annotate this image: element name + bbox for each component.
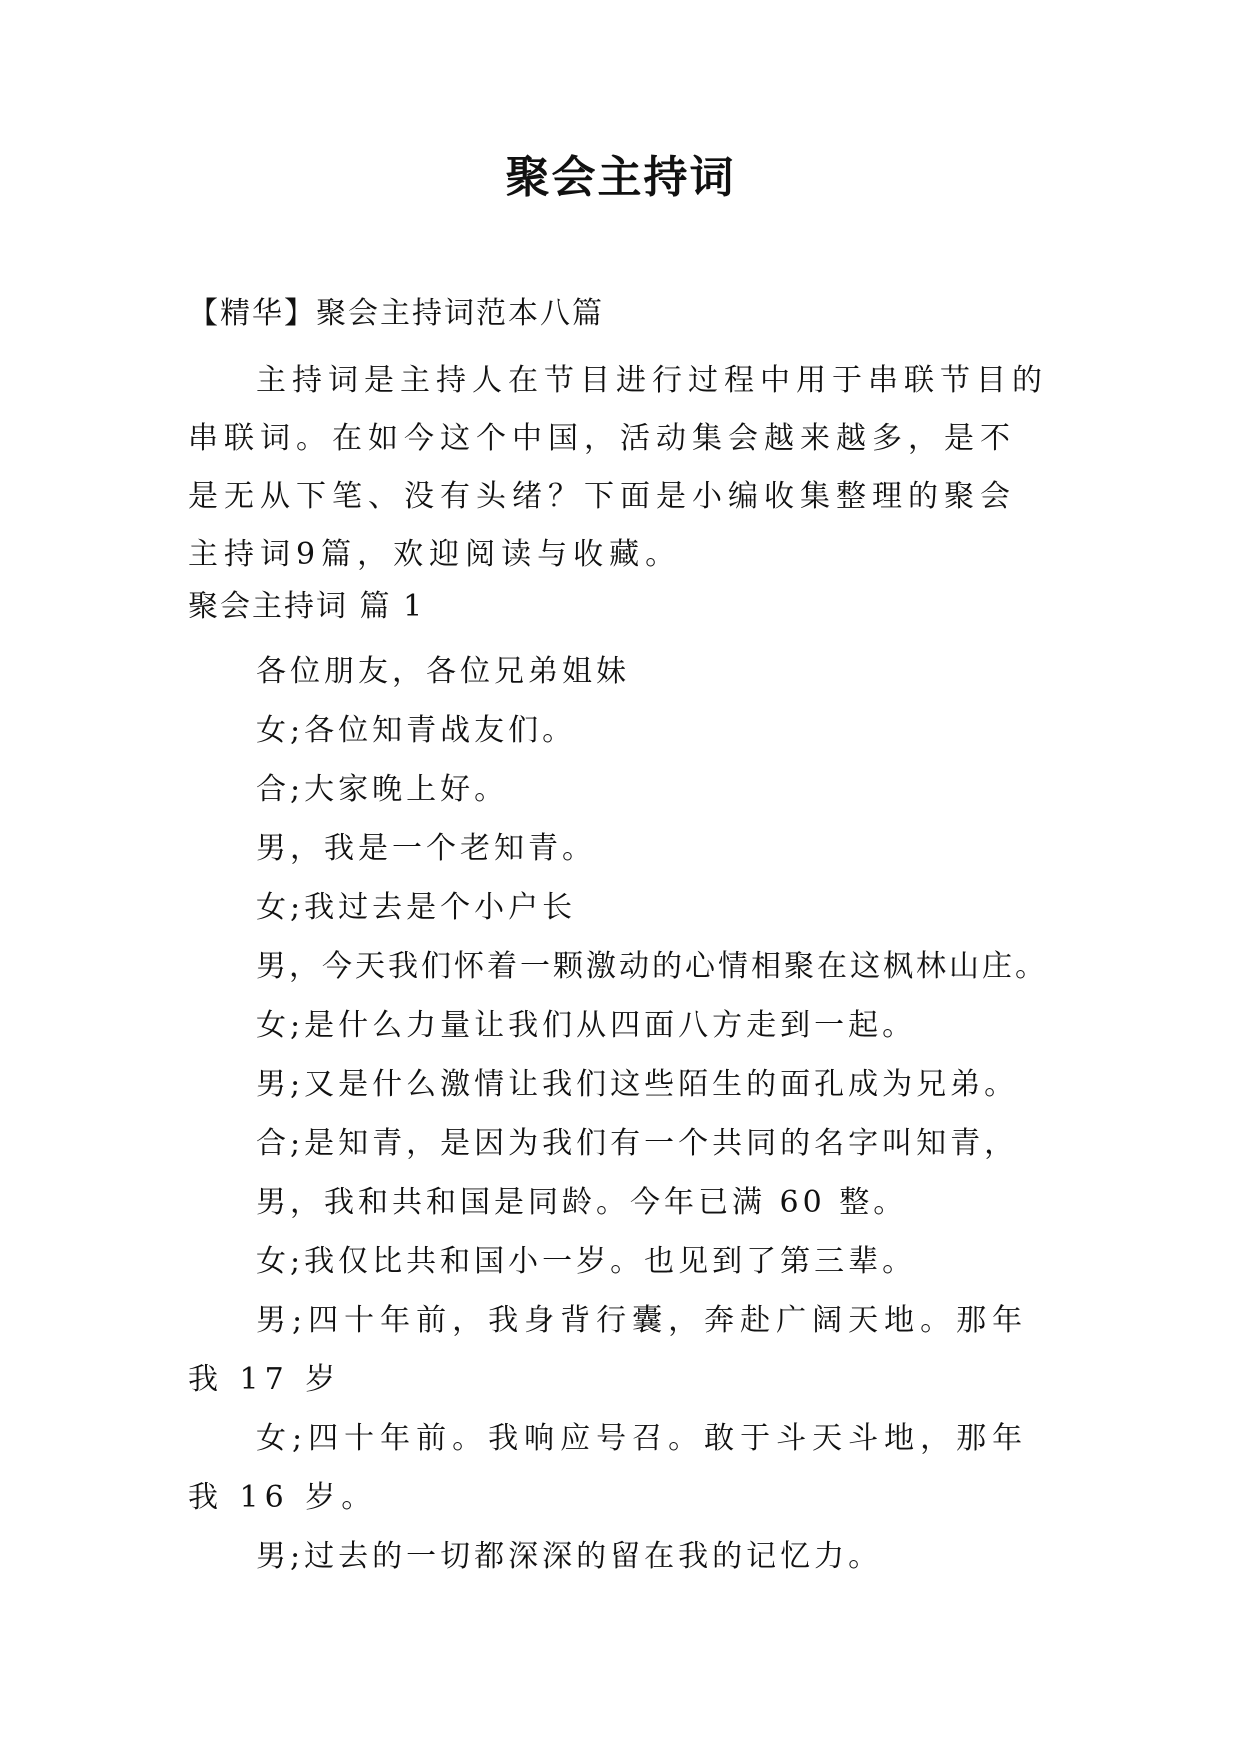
dialogue-line: 女;四十年前。我响应号召。敢于斗天斗地，那年我 16 岁。 bbox=[188, 1421, 1029, 1515]
dialogue-line: 女;各位知青战友们。 bbox=[256, 713, 577, 748]
dialogue-line: 女;我过去是个小户长 bbox=[256, 890, 577, 925]
dialogue-lines bbox=[188, 642, 1058, 1586]
dialogue-line: 合;是知青，是因为我们有一个共同的名字叫知青， bbox=[256, 1126, 1019, 1161]
dialogue-line: 男;又是什么激情让我们这些陌生的面孔成为兄弟。 bbox=[256, 1067, 1019, 1102]
dialogue-line: 男;过去的一切都深深的留在我的记忆力。 bbox=[256, 1539, 883, 1574]
dialogue-line: 女;我仅比共和国小一岁。也见到了第三辈。 bbox=[256, 1244, 917, 1279]
intro-paragraph: 主持词是主持人在节目进行过程中用于串联节目的串联词。在如今这个中国，活动集会越来越多，是不是无从下笔、没有头绪？下面是小编收集整理的聚会主持词9篇，欢迎阅读与收藏。 bbox=[188, 363, 1048, 572]
section-heading: 聚会主持词 篇 1 bbox=[188, 589, 425, 624]
document-subtitle: 【精华】聚会主持词范本八篇 bbox=[188, 296, 604, 331]
dialogue-line: 男;四十年前，我身背行囊，奔赴广阔天地。那年我 17 岁 bbox=[188, 1303, 1029, 1397]
dialogue-line: 男，今天我们怀着一颗激动的心情相聚在这枫林山庄。 bbox=[256, 949, 1048, 984]
dialogue-line: 女;是什么力量让我们从四面八方走到一起。 bbox=[256, 1008, 917, 1043]
dialogue-line: 男，我和共和国是同龄。今年已满 60 整。 bbox=[256, 1185, 908, 1220]
dialogue-line: 合;大家晚上好。 bbox=[256, 772, 509, 807]
dialogue-line: 男，我是一个老知青。 bbox=[256, 831, 596, 866]
dialogue-line: 各位朋友，各位兄弟姐妹 bbox=[256, 654, 630, 689]
document-title: 聚会主持词 bbox=[505, 152, 736, 203]
